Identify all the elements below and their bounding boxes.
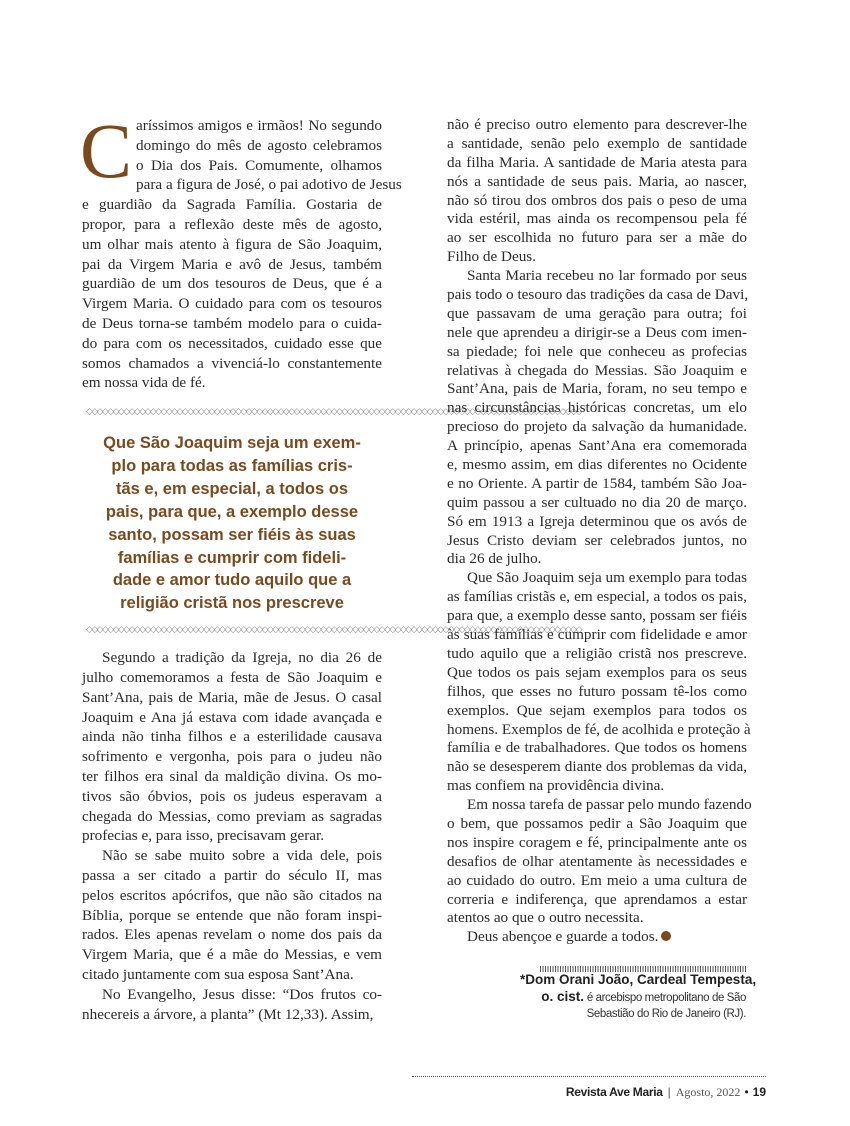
text-line: citado juntamente com sua esposa Sant’Ana. (82, 965, 354, 983)
text-line: Joaquim e Ana já estava com idade avançada e (82, 708, 382, 726)
text-line: não se desesperem diante dos problemas da vida, (447, 758, 747, 776)
text-line: não é preciso outro elemento para descrever-lhe (447, 116, 747, 133)
text-line: as famílias cristãs e, em especial, a todos os pais, (447, 588, 747, 606)
text-line: da filha Maria. A santidade de Maria atesta para (447, 153, 747, 171)
pull-quote-line: dade e amor tudo aquilo que a (112, 571, 352, 590)
text-line: atentos ao que o outro necessita. (447, 909, 644, 927)
text-line: Sant’Ana, pais de Maria, foram, no seu tempo e (447, 380, 747, 398)
text-line: nós a santidade de seus pais. Maria, ao nascer, (447, 172, 747, 190)
paragraph (82, 648, 382, 846)
text-line: e no Oriente. A partir de 1584, também São Joa- (447, 474, 747, 492)
drop-cap: C (80, 107, 133, 194)
text-line: Em nossa tarefa de passar pelo mundo fazendo (467, 796, 752, 814)
footer-separator: | (667, 1085, 671, 1099)
text-line: Que todos os pais sejam exemplos para os seus (447, 663, 747, 681)
author-note (520, 966, 757, 1023)
text-line: para a figura de José, o pai adotivo de Jesus (136, 176, 402, 194)
text-line: passa a ser citado a partir do século II, mas (82, 866, 382, 884)
text-line: relativas à chegada do Messias. São Joaquim e (447, 361, 747, 379)
text-line: nele que aprendeu a dirigir-se a Deus com imen- (447, 323, 747, 341)
text-line: que passavam de uma geração para outra; foi (447, 304, 747, 322)
text-line: um olhar mais atento à figura de São Joaquim, (82, 235, 382, 253)
text-line: correria e indiferença, que aprendamos a estar (447, 890, 747, 908)
text-line: aríssimos amigos e irmãos! No segundo (136, 117, 382, 134)
text-line: sofrimento e vergonha, pois para o judeu não (82, 748, 382, 766)
paragraph (82, 846, 382, 985)
page-number: 19 (752, 1085, 766, 1099)
pull-quote-line: plo para todas as famílias cris- (111, 456, 353, 475)
text-line: profecias e, para isso, precisavam gerar. (82, 827, 325, 845)
text-line: ao ser escolhida no futuro para ser a mãe do (447, 229, 747, 247)
text-line: nas circunstâncias históricas concretas, um elo (447, 399, 747, 417)
text-line: julho comemoramos a festa de São Joaquim e (82, 668, 382, 686)
text-line: precioso do projeto da salvação da humanidade. (447, 418, 747, 436)
paragraph (447, 116, 747, 267)
text-line: e, mesmo assim, em dias diferentes no Ocidente (447, 456, 747, 474)
text-line: sa piedade; foi nele que conheceu as profecias (447, 342, 747, 360)
bullet-icon (661, 931, 671, 941)
text-line: Sant’Ana, pais de Maria, mãe de Jesus. O casal (82, 688, 382, 706)
text-line: Santa Maria recebeu no lar formado por seus (467, 267, 747, 285)
text-line: exemplos. Que sejam exemplos para todos os (447, 701, 747, 719)
text-line: chegada do Messias, como previam as sagradas (82, 807, 382, 825)
text-line: guardião de um dos tesouros de Deus, que é a (82, 275, 382, 293)
text-line: ao cuidado do outro. Em meio a uma cultura de (447, 871, 747, 889)
text-line: Só em 1913 a Igreja determinou que os avós de (447, 512, 747, 530)
text-line: ainda não tinha filhos e a esterilidade causava (82, 728, 382, 746)
paragraph (447, 796, 752, 928)
text-line: Jesus Cristo deviam ser celebrados juntos, no (447, 531, 747, 549)
text-line: Virgem Maria, que é a mãe do Messias, e vem (82, 946, 382, 964)
issue-date: Agosto, 2022 (675, 1085, 741, 1099)
text-line: Que São Joaquim seja um exemplo para todas (467, 569, 747, 587)
text-line: às suas famílias e cumprir com fidelidade e amor (447, 626, 747, 644)
magazine-name: Revista Ave Maria (565, 1085, 663, 1099)
text-line: somos chamados a vivenciá-lo constantemente (82, 354, 382, 372)
pull-quote-line: famílias e cumprir com fideli- (117, 548, 347, 567)
text-line: nhecereis a árvore, a planta” (Mt 12,33). Assim, (82, 1005, 374, 1023)
ornamental-divider: ◇◇◇◇◇◇◇◇◇◇◇◇◇◇◇◇◇◇◇◇◇◇◇◇◇◇◇◇◇◇◇◇◇◇◇◇◇◇◇◇◇◇◇◇◇◇◇◇◇◇◇◇◇◇◇◇◇◇◇◇◇◇◇◇◇◇◇◇◇◇◇◇◇◇◇◇◇◇◇◇◇◇◇◇◇◇◇◇◇◇◇◇◇ (86, 625, 581, 635)
text-line: No Evangelho, Jesus disse: “Dos frutos co- (102, 985, 382, 1003)
text-line: dia 26 de julho. (447, 550, 542, 568)
text-line: do para com os necessitados, cuidado esse que (82, 334, 382, 352)
text-line: rados. Eles apenas revelam o nome dos pais da (82, 926, 382, 944)
text-line: não só tirou dos ombros dos pais o peso de uma (447, 191, 747, 209)
text-line: ter filhos era sinal da maldição divina. Os mo- (82, 767, 382, 785)
text-line: em nossa vida de fé. (82, 374, 206, 392)
text-line: o Dia dos Pais. Comumente, olhamos (136, 156, 382, 174)
pull-quote-line: santo, possam ser fiéis às suas (108, 525, 356, 544)
pull-quote-line: tãs e, em especial, a todos os (115, 479, 348, 498)
paragraph (82, 985, 382, 1025)
text-line: Segundo a tradição da Igreja, no dia 26 de (102, 649, 382, 667)
text-line: quim passou a ser cultuado no dia 20 de março. (447, 493, 747, 511)
ornamental-divider: ◇◇◇◇◇◇◇◇◇◇◇◇◇◇◇◇◇◇◇◇◇◇◇◇◇◇◇◇◇◇◇◇◇◇◇◇◇◇◇◇◇◇◇◇◇◇◇◇◇◇◇◇◇◇◇◇◇◇◇◇◇◇◇◇◇◇◇◇◇◇◇◇◇◇◇◇◇◇◇◇◇◇◇◇◇◇◇◇◇◇◇◇◇ (86, 407, 581, 417)
text-line: propor, para a reflexão deste mês de agosto, (82, 215, 382, 233)
paragraph (80, 107, 402, 393)
text-line: pais todo o tesouro das tradições da casa de Davi, (447, 286, 749, 304)
author-bio: Sebastião do Rio de Janeiro (RJ). (586, 1008, 746, 1020)
text-line: pelos escritos apócrifos, que não são citados na (82, 886, 382, 904)
text-line: Deus abençoe e guarde a todos. (467, 928, 659, 946)
paragraph (447, 267, 747, 569)
text-line: homens. Exemplos de fé, de acolhida e proteção à (447, 720, 751, 738)
text-line: nos inspire coragem e fé, principalmente ante os (447, 833, 747, 851)
text-line: família e de trabalhadores. Que todos os homens (447, 739, 747, 757)
text-line: Bíblia, porque se entende que não foram inspi- (82, 906, 382, 924)
text-line: pai da Virgem Maria e avô de Jesus, também (82, 255, 382, 273)
text-line: mas confiem na providência divina. (447, 777, 665, 795)
footer-dot: • (744, 1085, 749, 1099)
text-line: tudo aquilo que a religião cristã nos prescreve. (447, 644, 747, 662)
pull-quote-line: Que São Joaquim seja um exem- (103, 434, 361, 452)
pull-quote-line: religião cristã nos prescreve (120, 594, 344, 613)
pull-quote-line: pais, para que, a exemplo desse (105, 502, 359, 521)
text-line: o bem, que possamos pedir a São Joaquim que (447, 814, 747, 832)
text-line: tivos são óbvios, pois os judeus esperavam a (82, 787, 382, 805)
text-line: para que, a exemplo desse santo, possam ser fiéis (447, 607, 747, 625)
text-line: desafios de olhar atentamente às necessidades e (447, 852, 747, 870)
page-footer (566, 1085, 766, 1100)
text-line: vida estéril, mas ainda os recompensou pela fé (447, 210, 747, 228)
author-bio: é arcebispo metropolitano de São (584, 991, 746, 1004)
pull-quote (82, 432, 382, 615)
author-name: *Dom Orani João, Cardeal Tempesta, (520, 972, 757, 987)
paragraph (447, 928, 747, 947)
right-column (447, 116, 752, 947)
text-line: filhos, que esses no futuro possam tê-los como (447, 682, 747, 700)
text-line: a santidade, senão pelo exemplo de santidade (447, 134, 747, 152)
text-line: Virgem Maria. O cuidado para com os tesouros (82, 295, 382, 313)
paragraph (447, 569, 751, 796)
author-order: o. cist. (541, 988, 585, 1004)
text-line (447, 928, 747, 947)
text-line: Não se sabe muito sobre a vida dele, pois (102, 847, 382, 865)
text-line: Filho de Deus. (447, 248, 537, 266)
text-line: A princípio, apenas Sant’Ana era comemorada (447, 437, 747, 455)
text-line: de Deus torna-se também modelo para o cuida- (82, 314, 382, 332)
text-line: domingo do mês de agosto celebramos (136, 136, 382, 154)
text-line: e guardião da Sagrada Família. Gostaria de (82, 196, 382, 214)
footer-rule (412, 1076, 766, 1077)
